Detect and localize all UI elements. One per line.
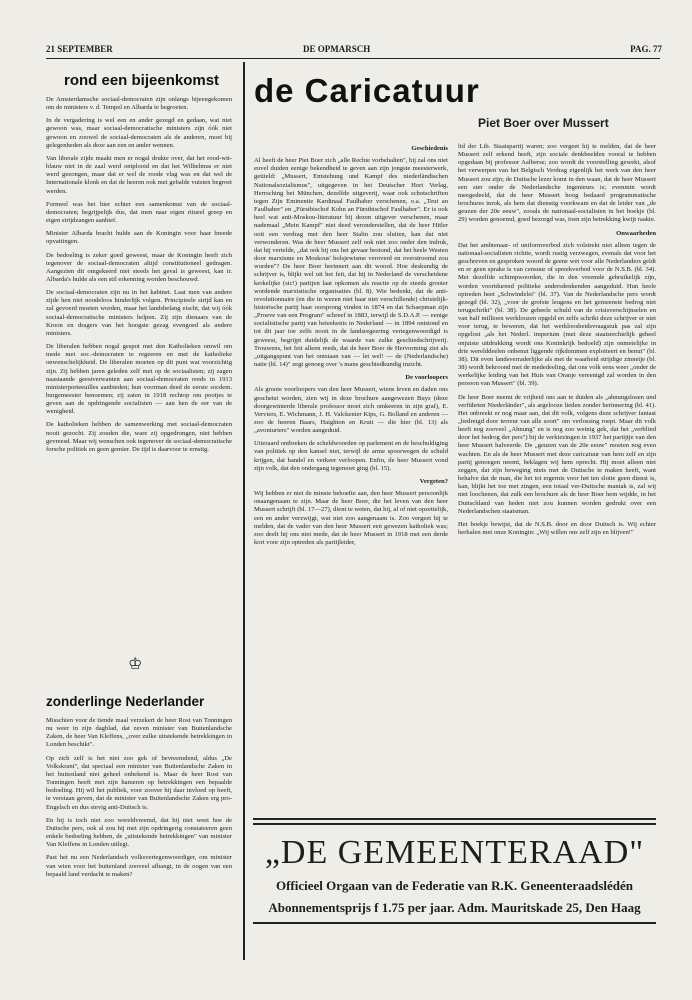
ad-subscription: Abonnementsprijs f 1.75 per jaar. Adm. Mauritskade 25, Den Haag <box>268 900 641 915</box>
left-paragraph: De katholieken hebben de samenwerking met sociaal-democraten nooit gezocht. Zij zouden die, ware zij opgedrongen, niet hebben gevreesd. Maar wij wenschen ook tegenover de sociaal-democratische forsche politiek en geen gemier. De tijd is daarvoor te ernstig. <box>46 421 232 453</box>
main-article-title: de Caricatuur <box>254 72 480 109</box>
advertisement-box <box>253 818 656 926</box>
main-paragraph: Wij hebben er niet de minste behoefte aan, den heer Mussert persoonlijk onaangenaam te zijn. Maar de heer Boer, die het leven van den heer Mussert schrijft (bl. 17—27), dient te weten, dat hij, al of niet opzettelijk, een en ander verzwijgt, wat niet zoo aangenaam is. Zoo vergeet hij te melden, dat de vader van den heer Mussert een gewezen katholiek was; zoo deelt hij ons niet mede, dat de heer Mussert in 1918 met een derde kort voor zijn optreden als partijleider, <box>254 490 448 547</box>
main-article-subtitle: Piet Boer over Mussert <box>478 116 609 130</box>
left2-paragraph: En hij is toch niet zoo wereldvreemd, dat hij niet weet hoe de Duitsche pers, ook al zou hij met zijn opdringerig constateeren geen enkele bedoeling hebben, de „uitstekende betrekkingen" van minister Van Kleffens in Londen uitlegt. <box>46 816 232 849</box>
left-paragraph: Minister Albarda bracht hulde aan de Koningin voor haar breede opvattingen. <box>46 230 232 246</box>
main-paragraph: Al heeft de heer Piet Boer zich „alle Rechte vorbehalten", hij zal ons niet euvel duiden eenige bekendheid te geven aan zijn jongste meesterwerk, getiteld: „Mussert, Entstehung und Kampf des niederländischen Nationalsozialismus", uitgegeven in het Deutscher Hort Verlag, Herrsching bei München, dezelfde uitgeverij, waar ook schotschriften tegen Zijn Eminentie Kardinaal Faulhaber verschenen, o.a. „Teut an Faulhaber" en „Fürstbischof Kohn an Fürstbischof Faulhaber". Er is ook heel wat anti-Moskou-literatuur bij dezen uitgever verschenen, maar nademaal „Mein Kampf" niet deed veronderstellen, dat de heer Hitler ooit een verdrag met den heer Stalin zou sluiten, kan dat niet verwonderen. Was de heer Mussert zelf ook niet zoo onder den indruk, dat hij vertelde, „dat ook bij ons het gevaar bestond, dat het heele Westen door marxisme en Moskous' bolsjewisme veroverd en overstroomd zou worden"? De heer Boer herinnert aan dit woord. Hoe deskundig de schrijver is, blijkt wel uit het feit, dat hij in Nederland de verscheidene kerkelijke (sic!) partijen laat opkomen als reactie op de steeds grooter wordende marxistische organisaties (bl. 8). Wie bedenkt, dat de anti-revolutionnaire (en die in wezen niet haar niet verschillende) christelijk-historische partij haar oorsprong vinden in 1874 en dat Schaepman zijn „Proeve van een Program" schreef in 1883, terwijl de S.D.A.P. — eenige socialistische partij van beteekenis in Nederland — in 1894 ontstond en tot dit jaar toe zelfs nooit in de landsregeering vertegenwoordigd is geweest, begrijpt duidelijk de waarde van zulke geschiedschrijverij. Trouwens, het feit alleen reeds, dat de heer Boer de Hervorming ziet als „uitgangspunt van het ontstaan van — let wel! — de (Nederlandsche) natie (bl. 14)" zegt genoeg over 's mans geschiedkundig inzicht. <box>254 157 448 369</box>
left-paragraph: De bedoeling is zeker goed geweest, maar de Koningin heeft zich tegenover de sociaal-democraten altijd constitutioneel gedragen. Aangezien dit omgekeerd niet steeds het geval is geweest, kan ir. Albarda's hulde als een stil erkenning worden beschouwd. <box>46 251 232 283</box>
left-article2-body <box>46 717 232 960</box>
left2-paragraph: Past het nu een Nederlandsch volksvertegenwoordiger, om minister van wien voor het buitenland zooveel afhangt, in de oogen van een bepaald land verdacht te maken? <box>46 854 232 878</box>
left-paragraph: Van liberale zijde maakt men er nogal drukte over, dat het rood-wit-blauw niet in de zaal werd ontplooid en dat het Wilhelmus er niet werd gezongen, maar dat er wel de roode vlag was en dat wel de Internationale klonk en dat de heeren ook met gebalde vuisten begroet werden. <box>46 154 232 195</box>
left-article-title: rond een bijeenkomst <box>64 72 220 89</box>
section-heading: Onwaarheden <box>616 229 656 237</box>
left-paragraph: Formeel was het hier echter een samenkomst van de sociaal-democraten; begrijpelijk dus, dat men naar eigen ritueel greep en eigen strijdzangen aanhief. <box>46 200 232 225</box>
main-paragraph: De heer Boer neemt de vrijheid ons aan te duiden als „ahnungslosen und verführten Niederländer", als argelooze lieden zonder herinnering (bl. 41). Het onbreekt er nog maar aan, dat dit volk, volgens deze schrijver fantast „bedreigd door terreur van alle soort" om verlossing roept. Maar dit volk heeft nog zooveel „Ahnung" en is nog zoo weinig gek, dat het „verblind door het bedrog der pers") bij de verkiezingen in 1937 het partijtje van den heer Mussert halveerde. De „geuzen van de 20e eeuw" moeten nog even wachten. En als de heer Mussert met deze caricatuur van hem zelf en zijn partij genoegen neemt, beklagen wij hem oprecht. Hij moet alleen niet zeggen, dat zijn beweging niets met de Duitsche te maken heeft, want behalve dat de man, die het tot ergernis voor het ten slotte geen dienst is, kan, blijkt het toe met zingen, een totaal ver-Duitsche maniak is, zal wij niet loochenen, dat zulk een brochure als de heer Boer hem wijdde, in het Duitschland van heden niet zou kunnen worden gedrukt over een Nederlandschen staatsman. <box>458 393 656 515</box>
left-paragraph: De Amsterdamsche sociaal-democraten zijn onlangs bijeengekomen om de ministers v. d. Tempel en Albarda te begroeten. <box>46 96 232 112</box>
left-paragraph: In de vergadering is wel een en ander gezegd en gedaan, wat niet gewoon was, maar sociaal-democratische ministers zijn óók niet gewoon en zoowel de sociaal-democraten als de anderen, moet bij gelegenheden als deze aan een en ander wennen. <box>46 117 232 149</box>
main-paragraph: Dat het ambtenaar- of uniformverbod zich volstrekt niet alleen tegen de nationaal-socialisten richtte, wordt rustig verzwegen, evenals dat voor het geschreven en gesproken woord de geene wet voor alle Nederlanders geldt en er geen sprake is van censuur of spreekverbod voor de N.S.B. (bl. 34). Met dezelfde schimpwoorden, die in den vreemde gebruikelijk zijn, worden voortdurend politieke andersdenkenden aangeduid. Hun heele optreden heet „Schwindelei" (bl. 37). Van de Nederlandsche pers wordt gezegd (bl. 32), „voor de grofste leugens en het gemeenste bedrog niet terugschrikt" (bl. 38). De geheele schuld van de crisisverschijnselen en van half millioen werkloozen opgeld en zelfs schrikt deze schrijver er niet voor terug, te beweren, dat het werkloosheidsvraagstuk pas zal zijn opgelost „als het Nederl. imperium (met deze staatsrechtelijk geheel onjuiste uitdrukking wordt ons Koninkrijk bedoeld) zijn onmetelijke in drie werelddeelen onbenut liggende rijkdommen exploiteert en benut" (bl. 38). Dit even landsverraderlijke als met de waarheid strijdige zinnetje (bl. 38) wordt bekroond met de mededeeling, dat ons volk eens weer „onder de werkelijke leiding van het Huis van Oranje vereenigd zal worden in den persoon van Mussert" (bl. 39). <box>458 241 656 388</box>
main-paragraph: Als groote voorloopers van den heer Mussert, wiens leven en daden ons geschetst worden, zien wij in deze brochure aangewezen Buys (deze doorgewinterde liberale professor moet zich omkeeren in zijn graf), E. Verviers, E. Wichmann, J. H. Valckenier Kips, G. Bolland en anderen — zoo de heeren Baars, Haighton en Kruit — die hier (bl. 13) als „avonturiers" worden aangeduid. <box>254 386 448 435</box>
ad-rule-top <box>253 818 656 820</box>
ad-rule-top-2 <box>253 823 656 825</box>
crown-ornament-icon: ♔ <box>128 656 143 673</box>
main-paragraph: Het boekje bewijst, dat de N.S.B. door en door Duitsch is. Wij echter herhalen met onze Koningin: „Wij willen ons zelf zijn en blijven!" <box>458 520 656 537</box>
page-header <box>46 44 662 58</box>
column-divider <box>243 62 245 960</box>
header-paper-name: DE OPMARSCH <box>303 44 371 54</box>
ad-title: „DE GEMEENTERAAD" <box>264 834 645 871</box>
main-paragraph: lid der Lib. Staatspartij waren; zoo vergeet hij te melden, dat de heer Mussert zelf erkend heeft, zijn sociale denkbeelden vooral te hebben opgedaan bij professor Aalberse; zoo wordt de voorstelling gewekt, alsof het verwerpen van het Belgisch Verdrag eigenlijk het werk van den heer Mussert zou zijn; de Duitsche lezer komt in den waan, dat de heer Mussert een ster onder de Nederlandsche ingenieurs is; evenmin wordt meegedeeld, dat de heer Mussert hoog bedaard programmatische brochures inrok, als hem dat dienstig voorkwam en dat de leider van „de geuzen der 20e eeuw", zooals de nationaal-socialisten in het boekje (bl. 29) worden genoemd, goed bezorgd was, toen zijn betrekking kwijt raakte. <box>458 143 656 224</box>
section-heading: De voorloopers <box>405 374 448 382</box>
section-heading: Vergeten? <box>419 477 448 485</box>
main-column-1 <box>254 143 448 811</box>
left2-paragraph: Misschien voor de tiende maal verzekert de heer Rost van Tonningen nu weer in zijn dagblad, dat zeven minister van Buitenlandsche Zaken, de heer Van Kleffens, „over zulke uitstekende betrekkingen in Londen beschikt". <box>46 717 232 749</box>
left-paragraph: De liberalen hebben nogal gespot met den Katholieken omwil om mede met soc.-democraten te regeeren en met de katholieke onwenschelijkheid. De liberalen moeten op dit punt wat voorzichtig zijn. Zij hebben jaren geleden zelf met op de sociaalisten; zij zagen naastaande geestverwanten aan sociaal-democraten reeds in 1913 ministerporteeuilles aanbieden; hun voorman deed de eerste socdem. burgemeester benoemen; zij zaten in 1918 rechtop om pootjes te geven aan de opdringende socialisten — aan hen de eer van de wenigheid. <box>46 343 232 416</box>
main-paragraph: Uiteraard ontbreken de scheldwoorden op parlement en de beschuldiging van politiek op den kansel niet, terwijl de arme spoorwegen de schuld krijgen, dat handel en verkeer verloopen. Enfin, de heer Mussert vond zijn volk, dat den ondergang tegemoet ging (bl. 15). <box>254 440 448 472</box>
section-heading: Geschiedenis <box>411 145 448 152</box>
ad-rule-bottom <box>253 922 656 924</box>
ad-subtitle: Officieel Orgaan van de Federatie van R.K. Geneenteraadslédén <box>275 878 634 893</box>
main-column-2 <box>458 143 656 811</box>
header-date: 21 SEPTEMBER <box>46 44 113 54</box>
header-page-number: PAG. 77 <box>630 44 662 54</box>
header-rule <box>46 58 660 59</box>
left-article2-title: zonderlinge Nederlander <box>46 694 205 709</box>
left2-paragraph: Op zich zelf is het niet zoo gek of bevreemdend, aldus „De Volkskrant", dat speciaal een minister van Buitenlandsche Zaken in het buitenland niet geheel onbekend is. Maar de heer Rost van Tonningen heeft met zijn hameren op betrekkingen een bepaalde bedoeling. Hij wil het publiek, voor zoover hij daar invloed op heeft, te verstaan geven, dat de minister van Buitenlandsche Zaken erg pro-Engelsch en dus stevig anti-Duitsch is. <box>46 754 232 811</box>
left-article-body <box>46 96 232 644</box>
left-paragraph: De sociaal-democraten zijn nu in het kabinet. Laat men van andere zijde hen niet noodeloos hinderlijk volgen. Principieele strijd kan en zal gevoerd moeten worden, maar het landsbelang eischt, dat wij óók sociaal-democratische ministers helpen. Zij zijn dienaars van de Kroon en dragers van het hoogste gezag evengoed als andere ministers. <box>46 289 232 337</box>
